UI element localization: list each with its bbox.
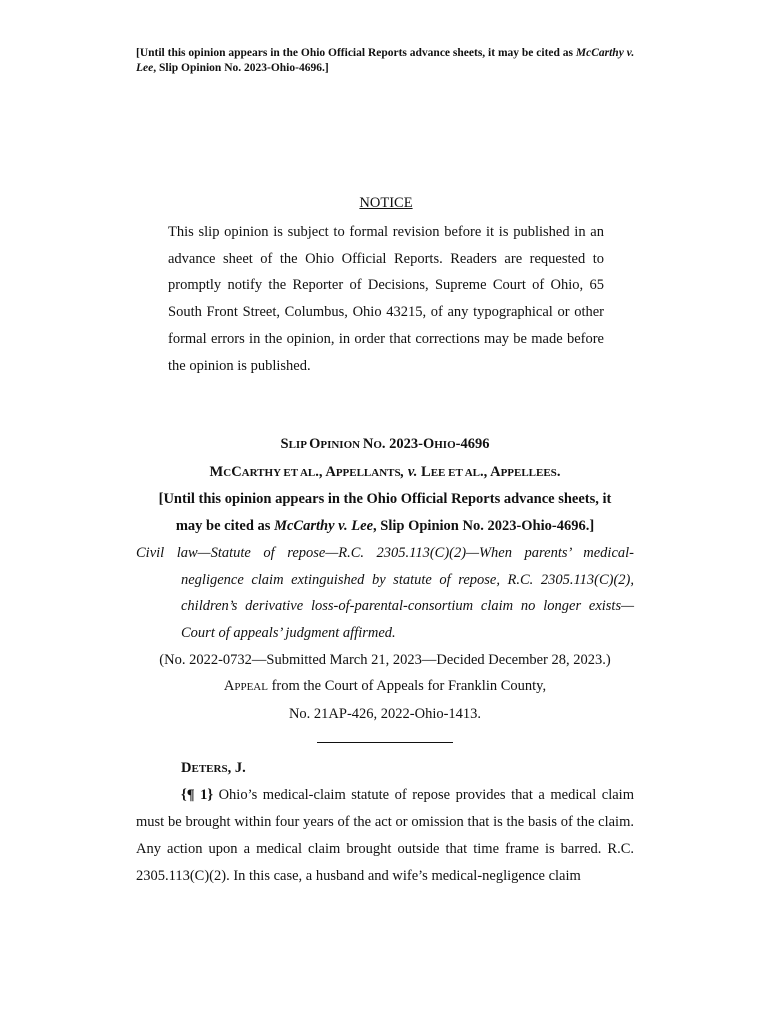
paragraph-marker: {¶ 1} (181, 787, 214, 804)
citation-header-case-name: McCarthy v. Lee (136, 47, 635, 74)
case-parties: MCCARTHY ET AL., APPELLANTS, v. LEE ET AL., APPELLEES. (209, 463, 561, 480)
appeal-line: APPEAL from the Court of Appeals for Franklin County, (223, 678, 547, 695)
slip-opinion-number: SLIP OPINION NO. 2023-OHIO-4696 (280, 436, 490, 452)
notice-block (168, 193, 604, 379)
opinion-author: DETERS, J. (181, 759, 246, 776)
citation-header-line2: , Slip Opinion No. 2023-Ohio-4696.] (153, 62, 329, 74)
appeal-case-number: No. 21AP-426, 2022-Ohio-1413. (288, 706, 482, 723)
docket-line: (No. 2022-0732—Submitted March 21, 2023—Decided December 28, 2023.) (159, 651, 611, 668)
opinion-section (136, 431, 634, 889)
syllabus: Civil law—Statute of repose—R.C. 2305.113(C)(2)—When parents’ medical-negligence claim extinguished by statute of repose, R.C. 2305.113(C)(2), children’s derivative loss-of-parental-consortium claim no longer exists—Court of appeals’ judgment affirmed. (136, 544, 634, 641)
citation-block-line1: [Until this opinion appears in the Ohio Official Reports advance sheets, it (158, 491, 612, 508)
citation-block-line2: may be cited as McCarthy v. Lee, Slip Opinion No. 2023-Ohio-4696.] (175, 518, 595, 535)
citation-header (136, 46, 636, 76)
paragraph-1 (136, 782, 634, 889)
paragraph-1-text: Ohio’s medical-claim statute of repose provides that a medical claim must be brought within four years of the act or omission that is the basis of the claim. Any action upon a medical claim brought outside that time frame is barred. R.C. 2305.113(C)(2). In this case, a husband and wife’s medical-negligence claim (136, 787, 634, 884)
notice-body: This slip opinion is subject to formal revision before it is published in an advance sheet of the Ohio Official Reports. Readers are requested to promptly notify the Reporter of Decisions, Supreme Court of Ohio, 65 South Front Street, Columbus, Ohio 43215, of any typographical or other formal errors in the opinion, in order that corrections may be made before the opinion is published. (168, 224, 604, 374)
notice-title: NOTICE (359, 195, 413, 211)
citation-block (136, 486, 634, 539)
separator-rule (317, 742, 453, 743)
citation-header-line1: [Until this opinion appears in the Ohio Official Reports advance sheets, it may be cited as (136, 47, 574, 59)
